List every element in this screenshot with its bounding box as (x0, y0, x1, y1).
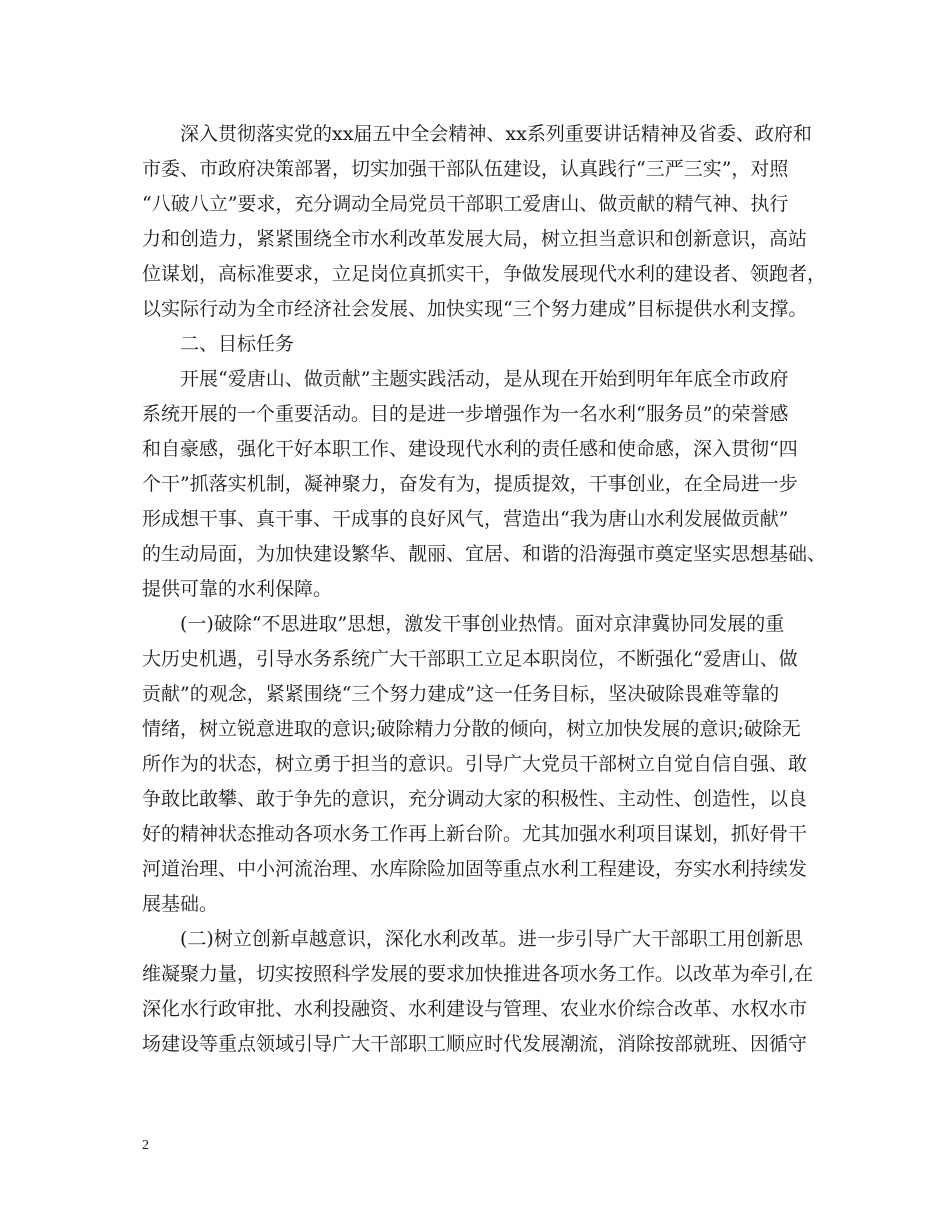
text-line: 和自豪感，强化干好本职工作、建设现代水利的责任感和使命感，深入贯彻“四 (142, 438, 798, 460)
text-line: 力和创造力，紧紧围绕全市水利改革发展大局，树立担当意识和创新意识，高站 (142, 228, 808, 250)
text-line: 深入贯彻落实党的xx届五中全会精神、xx系列重要讲话精神及省委、政府和 (180, 123, 812, 145)
text-line: 场建设等重点领域引导广大干部职工顺应时代发展潮流，消除按部就班、因循守 (142, 1033, 808, 1055)
text-line: 所作为的状态，树立勇于担当的意识。引导广大党员干部树立自觉自信自强、敢 (142, 753, 808, 775)
text-line: 深化水行政审批、水利投融资、水利建设与管理、农业水价综合改革、水权水市 (142, 998, 808, 1020)
text-line: 情绪，树立锐意进取的意识;破除精力分散的倾向，树立加快发展的意识;破除无 (142, 718, 801, 740)
text-line: 贡献”的观念，紧紧围绕“三个努力建成”这一任务目标，坚决破除畏难等靠的 (142, 683, 780, 705)
text-line: 的生动局面，为加快建设繁华、靓丽、宜居、和谐的沿海强市奠定坚实思想基础、 (142, 543, 827, 565)
text-line: 以实际行动为全市经济社会发展、加快实现“三个努力建成”目标提供水利支撑。 (142, 298, 808, 320)
text-line: “八破八立”要求，充分调动全局党员干部职工爱唐山、做贡献的精气神、执行 (142, 193, 789, 215)
text-line: 形成想干事、真干事、干成事的良好风气，营造出“我为唐山水利发展做贡献” (142, 508, 789, 530)
section-heading: 二、目标任务 (180, 333, 295, 355)
text-line: 个干”抓落实机制，凝神聚力，奋发有为，提质提效，干事创业，在全局进一步 (142, 473, 798, 495)
text-line: 开展“爱唐山、做贡献”主题实践活动，是从现在开始到明年年底全市政府 (180, 368, 789, 390)
text-line: 系统开展的一个重要活动。目的是进一步增强作为一名水利“服务员”的荣誉感 (142, 403, 789, 425)
text-line: 展基础。 (142, 893, 219, 915)
page-number: 2 (142, 1138, 149, 1153)
text-line: (一)破除“不思进取”思想，激发干事创业热情。面对京津冀协同发展的重 (180, 613, 785, 635)
text-line: 提供可靠的水利保障。 (142, 578, 333, 600)
text-line: 好的精神状态推动各项水务工作再上新台阶。尤其加强水利项目谋划，抓好骨干 (142, 823, 808, 845)
text-line: 大历史机遇，引导水务系统广大干部职工立足本职岗位，不断强化“爱唐山、做 (142, 648, 798, 670)
text-line: 河道治理、中小河流治理、水库除险加固等重点水利工程建设，夯实水利持续发 (142, 858, 808, 880)
text-line: 市委、市政府决策部署，切实加强干部队伍建设，认真践行“三严三实”，对照 (142, 158, 789, 180)
text-line: 维凝聚力量，切实按照科学发展的要求加快推进各项水务工作。以改革为牵引,在 (142, 963, 814, 985)
text-line: 争敢比敢攀、敢于争先的意识，充分调动大家的积极性、主动性、创造性，以良 (142, 788, 808, 810)
text-line: 位谋划，高标准要求，立足岗位真抓实干，争做发展现代水利的建设者、领跑者， (142, 263, 827, 285)
text-line: (二)树立创新卓越意识，深化水利改革。进一步引导广大干部职工用创新思 (180, 928, 803, 950)
